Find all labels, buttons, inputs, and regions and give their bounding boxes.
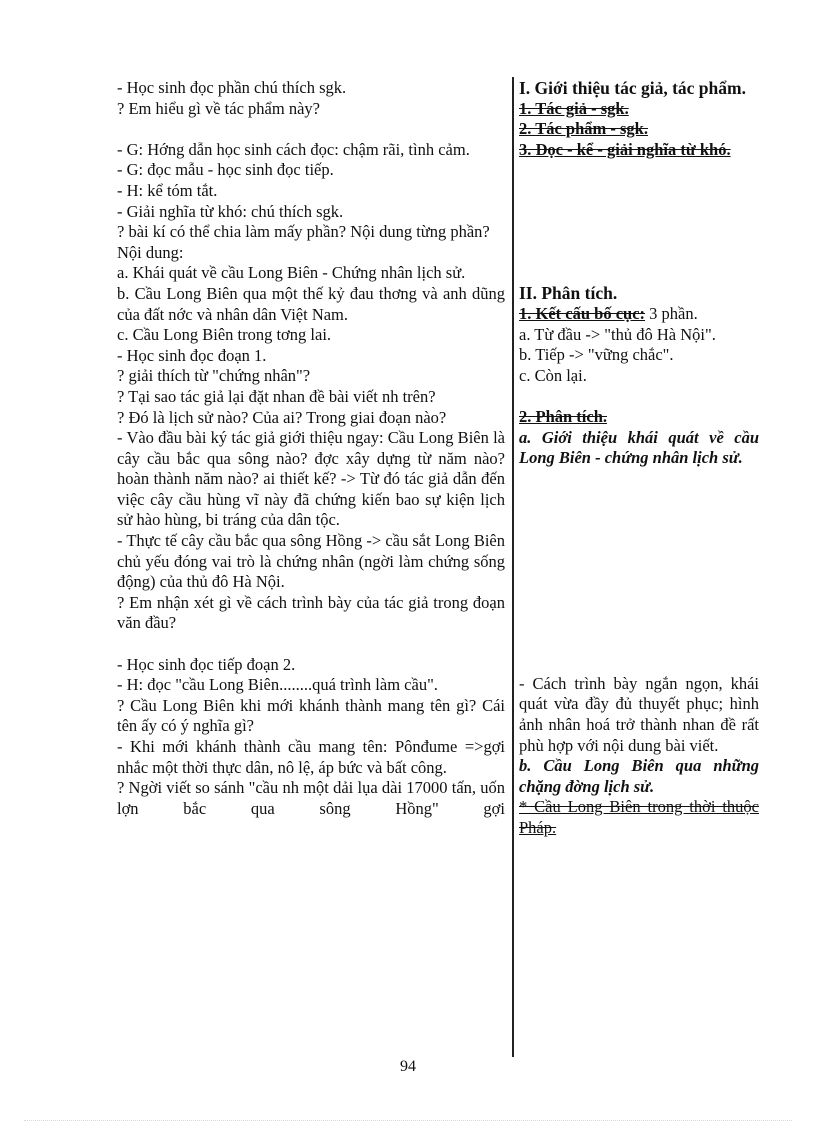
text-line: c. Cầu Long Biên trong tơng lai. xyxy=(117,325,332,345)
layout-line xyxy=(519,304,759,325)
text-line: ? Cầu Long Biên khi mới khánh thành mang tên gì? Cái tên ấy có ý nghĩa gì? xyxy=(117,695,505,736)
part-c: c. Còn lại. xyxy=(519,365,587,385)
text-line: ? giải thích từ "chứng nhân"? xyxy=(117,366,311,386)
page-number: 94 xyxy=(400,1058,416,1075)
text-line: - H: kể tóm tắt. xyxy=(117,180,218,200)
author-item: 1. Tác giả - sgk. xyxy=(519,98,629,118)
text-line: ? Ngời viết so sánh "cầu nh một dải lụa dài 17000 tấn, uốn lợn bắc qua sông Hồng" gợi xyxy=(117,778,505,818)
subsection-b-item: * Cầu Long Biên trong thời thuộc Pháp. xyxy=(519,797,759,837)
text-line: a. Khái quát về cầu Long Biên - Chứng nhân lịch sử. xyxy=(117,263,466,283)
content-column xyxy=(519,78,759,838)
text-line: - H: đọc "cầu Long Biên........quá trình làm cầu". xyxy=(117,675,438,695)
reading-item: 3. Đọc - kể - giải nghĩa từ khó. xyxy=(519,139,731,159)
subsection-a: a. Giới thiệu khái quát về cầu Long Biên - chứng nhân lịch sử. xyxy=(519,427,759,468)
text-line: - Khi mới khánh thành cầu mang tên: Pônđume =>gợi nhắc một thời thực dân, nô lệ, áp bức và bất công. xyxy=(117,737,505,777)
comment-text: - Cách trình bày ngắn ngọn, khái quát vừa đầy đủ thuyết phục; hình ảnh nhân hoá trở thành nhan đề rất phù hợp với nội dung bài viết. xyxy=(519,673,759,755)
work-item: 2. Tác phẩm - sgk. xyxy=(519,119,648,139)
text-line: - Vào đầu bài ký tác giả giới thiệu ngay: Cầu Long Biên là cây cầu bắc qua sông nào? đợc xây dựng từ năm nào? hoàn thành năm nào? ai thiết kế? -> Từ đó tác giả dẫn đến việc cây cầu hùng vĩ này đã chứng kiến bao sự kiện lịch sử hào hùng, bi tráng của dân tộc. xyxy=(117,428,505,530)
text-line: ? Em hiểu gì về tác phẩm này? xyxy=(117,98,320,118)
text-line: - G: Hớng dẫn học sinh cách đọc: chậm rãi, tình cảm. xyxy=(117,139,470,159)
text-line: Nội dung: xyxy=(117,242,184,262)
section-1-title: I. Giới thiệu tác giả, tác phẩm. xyxy=(519,78,746,98)
page-bottom-border xyxy=(24,1120,792,1121)
part-a: a. Từ đầu -> "thủ đô Hà Nội". xyxy=(519,324,716,344)
analysis-heading: 2. Phân tích. xyxy=(519,406,608,426)
section-2-title: II. Phân tích. xyxy=(519,283,618,304)
subsection-b: b. Cầu Long Biên qua những chặng đờng lịch sử. xyxy=(519,756,759,796)
part-b: b. Tiếp -> "vững chắc". xyxy=(519,345,674,365)
text-line: ? bài kí có thể chia làm mấy phần? Nội dung từng phần? xyxy=(117,222,490,242)
text-line: - Học sinh đọc đoạn 1. xyxy=(117,345,267,365)
text-line: b. Cầu Long Biên qua một thế kỷ đau thơng và anh dũng của đất nớc và nhân dân Việt Nam. xyxy=(117,283,505,324)
text-line: - Học sinh đọc tiếp đoạn 2. xyxy=(117,654,296,674)
text-line: ? Tại sao tác giả lại đặt nhan đề bài viết nh trên? xyxy=(117,386,436,406)
column-divider xyxy=(512,77,514,1057)
layout-value: 3 phần. xyxy=(645,303,698,323)
text-line: - G: đọc mẫu - học sinh đọc tiếp. xyxy=(117,160,334,180)
text-line: - Học sinh đọc phần chú thích sgk. xyxy=(117,78,347,97)
layout-label: 1. Kết cấu bố cục: xyxy=(519,303,646,323)
text-line: - Giải nghĩa từ khó: chú thích sgk. xyxy=(117,201,344,221)
text-line: - Thực tế cây cầu bắc qua sông Hồng -> cầu sắt Long Biên chủ yếu đóng vai trò là chứng nhân (ngời làm chứng sống động) của thủ đô Hà Nội. xyxy=(117,531,505,592)
text-line: ? Đó là lịch sử nào? Của ai? Trong giai đoạn nào? xyxy=(117,407,447,427)
teacher-activity-column xyxy=(117,78,505,819)
text-line: ? Em nhận xét gì về cách trình bày của tác giả trong đoạn văn đầu? xyxy=(117,592,505,633)
